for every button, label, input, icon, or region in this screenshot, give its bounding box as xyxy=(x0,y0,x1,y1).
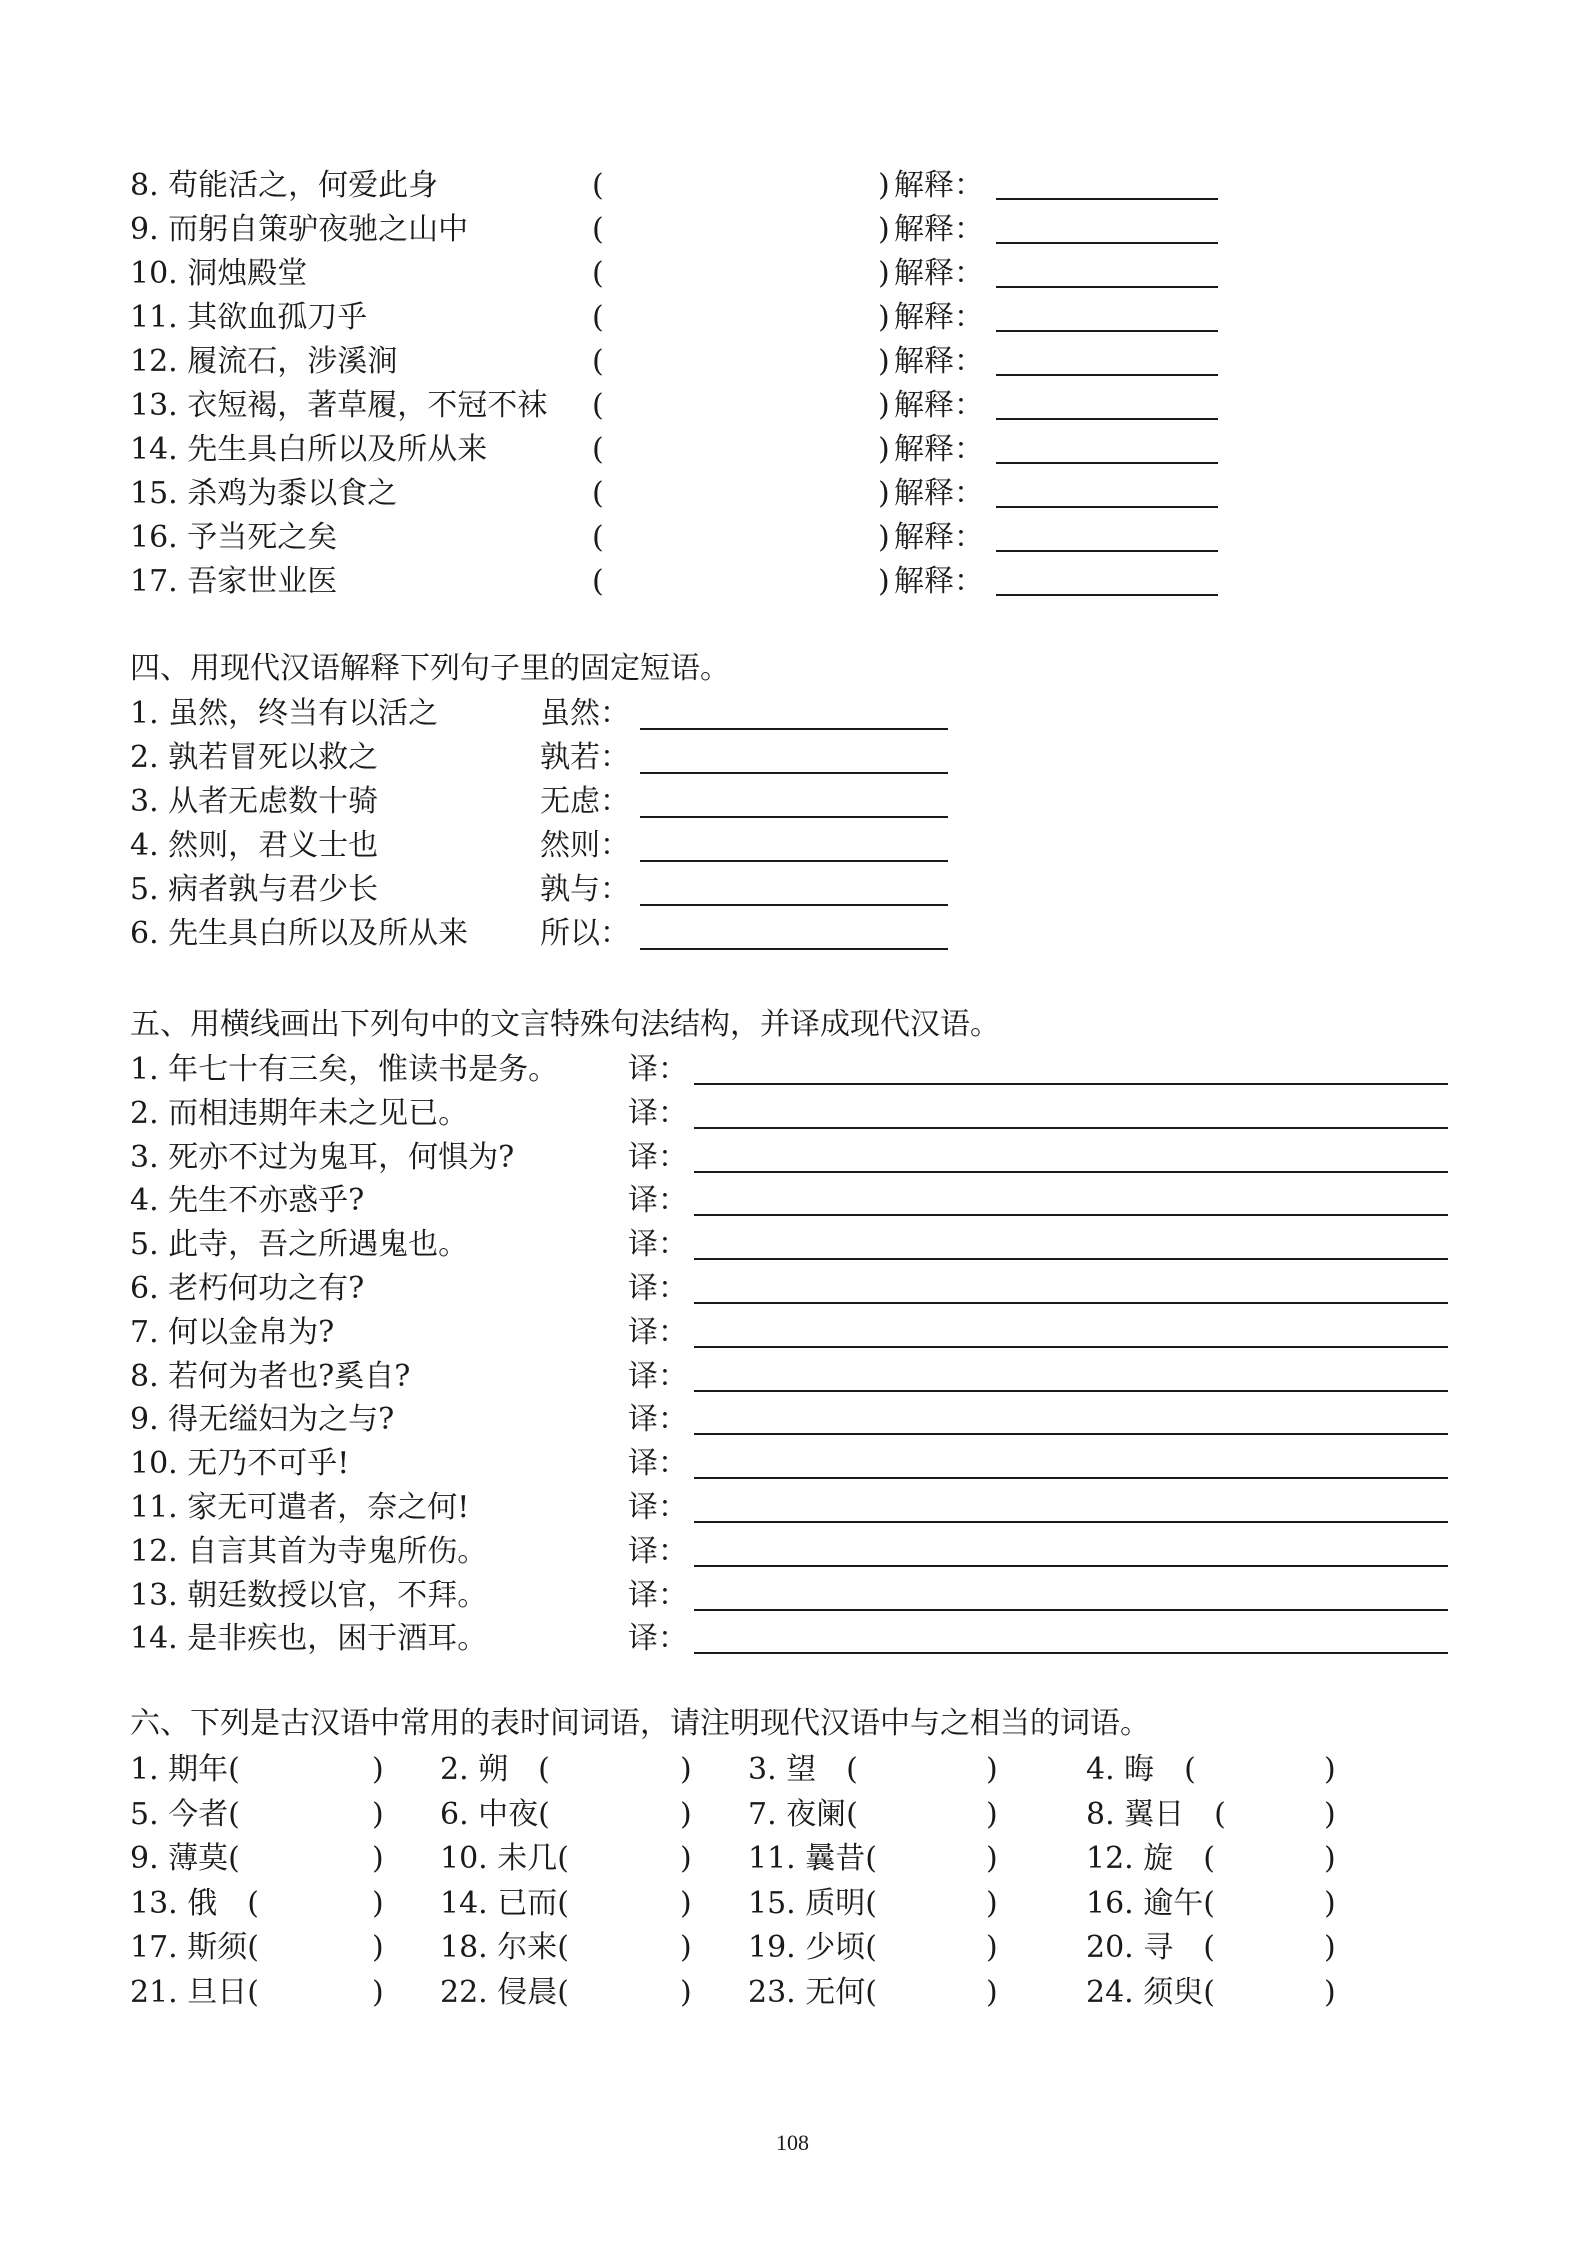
phrase-term-label: 孰若： xyxy=(540,740,630,775)
time-word-item: 7. 夜阑( xyxy=(748,1796,858,1832)
translate-label: 译： xyxy=(628,1621,688,1657)
time-word-item: 4. 晦 ( xyxy=(1086,1752,1196,1787)
time-word-item: 10. 未几( xyxy=(440,1841,569,1877)
phrase-answer-line[interactable] xyxy=(640,772,948,774)
term-item: 16. 予当死之矣 xyxy=(130,520,338,555)
explain-label: 解释： xyxy=(894,476,984,511)
phrase-item: 3. 从者无虑数十骑 xyxy=(130,784,379,819)
translation-answer-line[interactable] xyxy=(694,1171,1448,1173)
time-word-item: 24. 须臾( xyxy=(1086,1975,1215,2010)
explain-label: 解释： xyxy=(894,520,984,555)
paren-close: ) xyxy=(1324,1975,1336,2010)
phrase-answer-line[interactable] xyxy=(640,816,948,818)
paren-close: ) xyxy=(372,1885,384,1921)
explain-answer-line[interactable] xyxy=(996,506,1218,508)
paren-open: ( xyxy=(592,564,604,599)
time-word-item: 8. 翼日 ( xyxy=(1086,1796,1226,1832)
translation-answer-line[interactable] xyxy=(694,1258,1448,1260)
paren-open: ( xyxy=(592,520,604,555)
paren-close: ) xyxy=(1324,1841,1336,1877)
paren-close: ) xyxy=(986,1841,998,1877)
translate-label: 译： xyxy=(628,1533,688,1569)
sentence-item: 5. 此寺，吾之所遇鬼也。 xyxy=(130,1227,469,1263)
term-item: 13. 衣短褐，著草履，不冠不袜 xyxy=(130,388,548,423)
paren-close: ) xyxy=(986,1752,998,1787)
translate-label: 译： xyxy=(628,1446,688,1482)
phrase-term-label: 孰与： xyxy=(540,872,630,907)
paren-close: ) xyxy=(680,1841,692,1877)
explain-answer-line[interactable] xyxy=(996,198,1218,200)
paren-close: ) xyxy=(1324,1796,1336,1832)
paren-close: ) xyxy=(878,300,890,335)
translate-label: 译： xyxy=(628,1358,688,1394)
time-word-item: 17. 斯须( xyxy=(130,1930,259,1966)
paren-close: ) xyxy=(1324,1752,1336,1787)
translation-answer-line[interactable] xyxy=(694,1521,1448,1523)
time-word-item: 3. 望 ( xyxy=(748,1752,858,1787)
paren-close: ) xyxy=(878,388,890,423)
translation-answer-line[interactable] xyxy=(694,1652,1448,1654)
explain-label: 解释： xyxy=(894,344,984,379)
sentence-item: 10. 无乃不可乎! xyxy=(130,1446,350,1482)
paren-close: ) xyxy=(878,212,890,247)
term-item: 9. 而躬自策驴夜驰之山中 xyxy=(130,212,469,247)
sentence-item: 6. 老朽何功之有? xyxy=(130,1271,365,1306)
explain-answer-line[interactable] xyxy=(996,550,1218,552)
phrase-term-label: 然则： xyxy=(540,828,630,863)
phrase-answer-line[interactable] xyxy=(640,948,948,950)
time-word-item: 23. 无何( xyxy=(748,1975,877,2010)
paren-close: ) xyxy=(878,432,890,467)
time-word-item: 5. 今者( xyxy=(130,1796,240,1832)
phrase-item: 2. 孰若冒死以救之 xyxy=(130,740,379,775)
translation-answer-line[interactable] xyxy=(694,1346,1448,1348)
explain-label: 解释： xyxy=(894,300,984,335)
paren-close: ) xyxy=(680,1752,692,1787)
translation-answer-line[interactable] xyxy=(694,1433,1448,1435)
explain-label: 解释： xyxy=(894,256,984,291)
translate-label: 译： xyxy=(628,1271,688,1306)
term-item: 8. 苟能活之，何爱此身 xyxy=(130,168,439,203)
phrase-item: 1. 虽然，终当有以活之 xyxy=(130,696,439,731)
translation-answer-line[interactable] xyxy=(694,1214,1448,1216)
section-5-title: 五、用横线画出下列句中的文言特殊句法结构，并译成现代汉语。 xyxy=(130,1007,1000,1042)
translation-answer-line[interactable] xyxy=(694,1390,1448,1392)
paren-close: ) xyxy=(372,1796,384,1832)
explain-answer-line[interactable] xyxy=(996,462,1218,464)
term-item: 12. 履流石，涉溪涧 xyxy=(130,344,398,379)
translate-label: 译： xyxy=(628,1227,688,1263)
paren-open: ( xyxy=(592,476,604,511)
explain-answer-line[interactable] xyxy=(996,330,1218,332)
paren-close: ) xyxy=(878,256,890,291)
paren-close: ) xyxy=(986,1885,998,1921)
time-word-item: 22. 侵晨( xyxy=(440,1975,569,2010)
explain-label: 解释： xyxy=(894,168,984,203)
paren-close: ) xyxy=(372,1841,384,1877)
paren-close: ) xyxy=(1324,1930,1336,1966)
sentence-item: 2. 而相违期年未之见已。 xyxy=(130,1095,469,1131)
term-item: 14. 先生具白所以及所从来 xyxy=(130,432,488,467)
time-word-item: 15. 质明( xyxy=(748,1885,877,1921)
translation-answer-line[interactable] xyxy=(694,1127,1448,1129)
phrase-item: 6. 先生具白所以及所从来 xyxy=(130,916,469,951)
translation-answer-line[interactable] xyxy=(694,1609,1448,1611)
translate-label: 译： xyxy=(628,1183,688,1219)
paren-close: ) xyxy=(372,1930,384,1966)
phrase-answer-line[interactable] xyxy=(640,728,948,730)
paren-close: ) xyxy=(986,1796,998,1832)
sentence-item: 7. 何以金帛为? xyxy=(130,1314,335,1350)
time-word-item: 21. 旦日( xyxy=(130,1975,259,2010)
phrase-item: 5. 病者孰与君少长 xyxy=(130,872,379,907)
explain-answer-line[interactable] xyxy=(996,286,1218,288)
time-word-item: 2. 朔 ( xyxy=(440,1752,550,1787)
phrase-term-label: 虽然： xyxy=(540,696,630,731)
phrase-term-label: 所以： xyxy=(540,916,630,951)
paren-open: ( xyxy=(592,212,604,247)
time-word-item: 9. 薄莫( xyxy=(130,1841,240,1877)
time-word-item: 12. 旋 ( xyxy=(1086,1841,1215,1877)
sentence-item: 3. 死亦不过为鬼耳，何惧为? xyxy=(130,1139,515,1175)
sentence-item: 14. 是非疾也，困于酒耳。 xyxy=(130,1621,488,1657)
sentence-item: 8. 若何为者也?奚自? xyxy=(130,1358,411,1394)
translate-label: 译： xyxy=(628,1314,688,1350)
term-item: 15. 杀鸡为黍以食之 xyxy=(130,476,398,511)
sentence-item: 11. 家无可遣者，奈之何! xyxy=(130,1490,470,1525)
translation-answer-line[interactable] xyxy=(694,1477,1448,1479)
time-word-item: 13. 俄 ( xyxy=(130,1885,259,1921)
sentence-item: 4. 先生不亦惑乎? xyxy=(130,1183,365,1219)
translation-answer-line[interactable] xyxy=(694,1302,1448,1304)
time-word-item: 1. 期年( xyxy=(130,1752,240,1787)
term-item: 17. 吾家世业医 xyxy=(130,564,338,599)
paren-close: ) xyxy=(878,344,890,379)
paren-open: ( xyxy=(592,168,604,203)
time-word-item: 18. 尔来( xyxy=(440,1930,569,1966)
paren-close: ) xyxy=(878,520,890,555)
phrase-item: 4. 然则，君义士也 xyxy=(130,828,379,863)
time-word-item: 19. 少顷( xyxy=(748,1930,877,1966)
term-item: 11. 其欲血孤刀乎 xyxy=(130,300,368,335)
paren-open: ( xyxy=(592,388,604,423)
time-word-item: 11. 曩昔( xyxy=(748,1841,877,1877)
sentence-item: 12. 自言其首为寺鬼所伤。 xyxy=(130,1533,488,1569)
phrase-answer-line[interactable] xyxy=(640,860,948,862)
page-number: 108 xyxy=(776,2130,809,2155)
sentence-item: 9. 得无缢妇为之与? xyxy=(130,1402,395,1438)
phrase-answer-line[interactable] xyxy=(640,904,948,906)
translation-answer-line[interactable] xyxy=(694,1565,1448,1567)
explain-answer-line[interactable] xyxy=(996,374,1218,376)
paren-close: ) xyxy=(372,1975,384,2010)
translate-label: 译： xyxy=(628,1490,688,1525)
paren-close: ) xyxy=(680,1885,692,1921)
paren-close: ) xyxy=(986,1975,998,2010)
translate-label: 译： xyxy=(628,1577,688,1613)
explain-answer-line[interactable] xyxy=(996,418,1218,420)
time-word-item: 14. 已而( xyxy=(440,1885,569,1921)
paren-open: ( xyxy=(592,432,604,467)
paren-close: ) xyxy=(878,476,890,511)
term-item: 10. 洞烛殿堂 xyxy=(130,256,308,291)
explain-answer-line[interactable] xyxy=(996,594,1218,596)
paren-close: ) xyxy=(878,168,890,203)
paren-close: ) xyxy=(986,1930,998,1966)
translate-label: 译： xyxy=(628,1052,688,1087)
section-6-title: 六、下列是古汉语中常用的表时间词语，请注明现代汉语中与之相当的词语。 xyxy=(130,1706,1150,1741)
paren-open: ( xyxy=(592,300,604,335)
paren-close: ) xyxy=(680,1796,692,1832)
paren-open: ( xyxy=(592,256,604,291)
paren-open: ( xyxy=(592,344,604,379)
paren-close: ) xyxy=(878,564,890,599)
explain-answer-line[interactable] xyxy=(996,242,1218,244)
paren-close: ) xyxy=(372,1752,384,1787)
translate-label: 译： xyxy=(628,1095,688,1131)
time-word-item: 20. 寻 ( xyxy=(1086,1930,1215,1966)
explain-label: 解释： xyxy=(894,564,984,599)
sentence-item: 1. 年七十有三矣，惟读书是务。 xyxy=(130,1052,559,1087)
translate-label: 译： xyxy=(628,1402,688,1438)
explain-label: 解释： xyxy=(894,432,984,467)
paren-close: ) xyxy=(1324,1885,1336,1921)
section-4-title: 四、用现代汉语解释下列句子里的固定短语。 xyxy=(130,651,730,686)
phrase-term-label: 无虑： xyxy=(540,784,630,819)
time-word-item: 6. 中夜( xyxy=(440,1796,550,1832)
sentence-item: 13. 朝廷数授以官，不拜。 xyxy=(130,1577,488,1613)
explain-label: 解释： xyxy=(894,212,984,247)
paren-close: ) xyxy=(680,1975,692,2010)
time-word-item: 16. 逾午( xyxy=(1086,1885,1215,1921)
explain-label: 解释： xyxy=(894,388,984,423)
paren-close: ) xyxy=(680,1930,692,1966)
translate-label: 译： xyxy=(628,1139,688,1175)
translation-answer-line[interactable] xyxy=(694,1083,1448,1085)
